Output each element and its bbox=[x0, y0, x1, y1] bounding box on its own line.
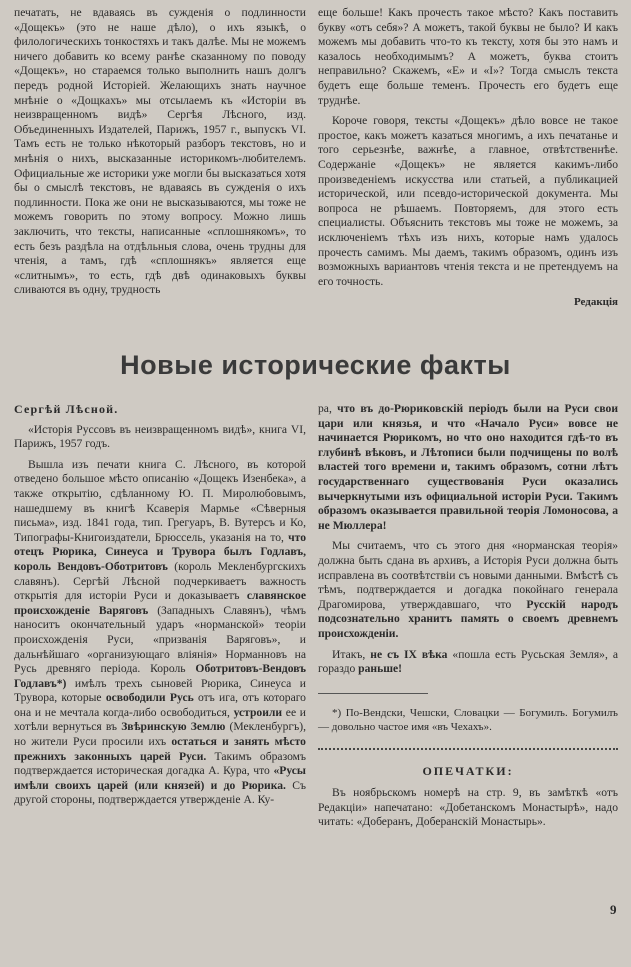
book-reference: «Исторія Руссовъ въ неизвращенномъ видѣ», книга VI, Парижъ, 1957 годъ. bbox=[14, 422, 306, 451]
errata-title: ОПЕЧАТКИ: bbox=[422, 763, 514, 778]
text-run: (Мекленбургъ), но жители Руси просили ихъ bbox=[14, 720, 306, 749]
text-run: «пошла есть Русьская Земля», а гораздо bbox=[318, 647, 619, 676]
footnote-divider bbox=[318, 693, 428, 694]
dotted-divider bbox=[318, 748, 618, 750]
text-run: отъ ига, отъ котораго она и не мечтала когда-либо освободиться, bbox=[14, 691, 306, 719]
text-run: (Западныхъ Славянъ), чѣмъ наноситъ окончательный ударъ «норманской» теоріи происхожденія Руси, «призванія Варяговъ», и дальнѣйшаго «организующаго вліянія» Норманновъ на Русь древняго періода. Король bbox=[14, 603, 306, 676]
article-paragraph-4 bbox=[318, 648, 618, 677]
intro-right-paragraph-2: Короче говоря, тексты «Дощекъ» дѣло вовсе не такое простое, какъ можетъ казаться многимъ, а ихъ печатанье и того серьезнѣе, важнѣе, а главное, отвѣтственнѣе. Содержаніе «Дощекъ» не является какимъ-либо произведеніемъ искусства или статьей, а публикацией исторической, или псевдо-исторической документа. Мы вопроса не рѣшаемъ. Повторяемъ, для этого есть специалисты. Объяснить текстовъ мы тоже не можемъ, за исключеніемъ тѣхъ изъ нихъ, которые намъ удалось прочесть самимъ. Мы даемъ, такимъ образомъ, одинъ изъ возможныхъ вариантовъ чтенія текста и не претендуемъ на его точность. bbox=[318, 114, 618, 288]
bold-run: Русскій народъ подсознательно хранитъ память о своемъ древнемъ происхожденіи. bbox=[318, 597, 618, 640]
intro-left-paragraph: печатать, не вдаваясь въ сужденія о подлинности «Дощекъ» (это не наше дѣло), о ихъ языкѣ, о филологическихъ тонкостяхъ и такъ далѣе. Мы не можемъ ничего добавить ко всему ранѣе сказанному по поводу «Дощекъ», но стараемся только выполнить нашъ долгъ передъ родной Исторіей. Желающихъ знать научное мнѣніе о «Дощкахъ» мы отсылаемъ къ «Исторіи въ неизвращенномъ видѣ» Сергѣя Лѣсного, изд. Объединенныхъ Издателей, Парижъ, 1957 г., выпускъ VI. Тамъ есть не только нѣкоторый разборъ текстовъ, но и мнѣнія о нихъ, высказанные историкомъ-любителемъ. Официальные же историки уже могли бы высказаться хотя бы о смыслѣ текстовъ, не вдаваясь въ сужденія о ихъ подлинности. Пока же они не высказываются, мы тоже не можемъ говорить по этому вопросу. Можно лишь заключить, что тексты, написанные «сплошнякомъ», то есть безъ раздѣла на отдѣльныя слова, очень трудны для чтенія, а тамъ, гдѣ «сплошнякъ» является еще «слитнымъ», то есть, гдѣ двѣ одинаковыхъ буквы сливаются въ одну, трудность bbox=[14, 6, 306, 297]
bold-run: устроили bbox=[233, 705, 283, 719]
bold-run: славянское происхожденіе Варяговъ bbox=[14, 589, 306, 617]
bold-run: освободили Русь bbox=[105, 691, 194, 705]
bold-run: Оботритовъ-Вендовъ Годлавъ*) bbox=[14, 662, 306, 690]
article-left-column bbox=[14, 402, 306, 814]
bold-run: раньше! bbox=[358, 662, 403, 676]
text-run: Вышла изъ печати книга С. Лѣсного, въ которой отведено большое мѣсто описанію «Дощекъ Изенбека», а также открытію, сдѣланному Ю. П. Миролюбовымъ, нашедшему въ книгѣ Ксаверія Мармье «Сѣверныя письма», изд. 1841 года, тип. Грегуаръ, В. Вутерсъ и Ко, Типографы-Книгоиздатели, Брюссель, указанія на то, bbox=[14, 457, 306, 544]
bold-run: остаться и занять мѣсто прежнихъ законныхъ царей Руси. bbox=[14, 735, 306, 763]
article-author: Сергѣй Лѣсной. bbox=[14, 402, 119, 416]
errata-text: Въ ноябрьскомъ номерѣ на стр. 9, въ замѣткѣ «отъ Редакціи» напечатано: «Добетанскомъ Монастырѣ», надо читать: «Доберанъ, Доберанскій Монастырь». bbox=[318, 786, 618, 829]
text-run: имѣлъ трехъ сыновей Рюрика, Синеуса и Трувора, которые bbox=[14, 676, 306, 705]
text-run: ее и хотѣли вернуться въ bbox=[14, 705, 307, 734]
article-paragraph-3 bbox=[318, 539, 618, 641]
text-run: Съ другой стороны, подтверждается утвержденіе А. Ку- bbox=[14, 778, 306, 807]
text-run: (король Мекленбургскихъ славянъ). Сергѣй Лѣсной подчеркиваетъ важность открытія для исторіи Руси и доказываетъ bbox=[14, 559, 306, 603]
intro-right-column bbox=[318, 6, 618, 310]
text-run: Мы считаемъ, что съ этого дня «норманская теорія» должна быть сдана въ архивъ, а Исторія Руси должна быть исправлена въ соотвѣтствіи съ новыми данными. Вмѣстѣ съ тѣмъ, подтверждается и догадка покойнаго генерала Драгомирова, утверждавшаго, что bbox=[318, 539, 618, 611]
page-number: 9 bbox=[610, 902, 617, 917]
text-run: ра, bbox=[318, 402, 338, 415]
bold-run: Звѣринскую Землю bbox=[121, 720, 226, 734]
text-run: Итакъ, bbox=[332, 647, 371, 661]
text-run: Такимъ образомъ подтверждается историческая догадка А. Кура, что bbox=[14, 749, 306, 778]
article-paragraph-2 bbox=[318, 402, 618, 533]
bold-run: что отецъ Рюрика, Синеуса и Трувора былъ Годлавъ, король Вендовъ-Оботритовъ bbox=[14, 530, 306, 573]
article-right-column bbox=[318, 402, 618, 836]
bold-run: «Русы имѣли своихъ царей (или князей) и до Рюрика. bbox=[14, 764, 306, 792]
bold-run: что въ до-Рюриковскій періодъ были на Руси свои цари или князья, и что «Начало Руси» вовсе не начинается Рюрикомъ, но что оно находится гдѣ-то въ глубинѣ вѣковъ, и Лѣтописи были подчищены по волѣ властей того времени и, такимъ образомъ, сотни лѣтъ государственнаго существованія Руси оказались вычеркнутыми изъ официальной исторіи Руси. Такимъ образомъ оказывается правильной теорія Ломоносова, а не Мюллера! bbox=[318, 402, 618, 532]
article-paragraph-1 bbox=[14, 458, 306, 808]
footnote: *) По-Вендски, Чешски, Словацки — Богумилъ. Богумилъ — довольно частое имя «въ Чехахъ». bbox=[318, 706, 618, 733]
intro-left-column bbox=[14, 6, 306, 304]
editorial-signature: Редакція bbox=[573, 296, 618, 309]
intro-right-paragraph-1: еще большe! Какъ прочесть такое мѣсто? Какъ поставить букву «отъ себя»? А можетъ, такой буквы не было? И какъ можемъ мы добавить что-то къ тексту, хотя бы это намъ и казалось необходимымъ? А можетъ, буква стоитъ неправильно? Скажемъ, «Е» и «І»? Тогда смыслъ текста будетъ еще больше теменъ. Прочесть его будетъ еще труднѣе. bbox=[318, 6, 618, 107]
article-heading: Новые исторические факты bbox=[120, 350, 511, 380]
bold-run: не съ IX вѣка bbox=[370, 647, 448, 661]
